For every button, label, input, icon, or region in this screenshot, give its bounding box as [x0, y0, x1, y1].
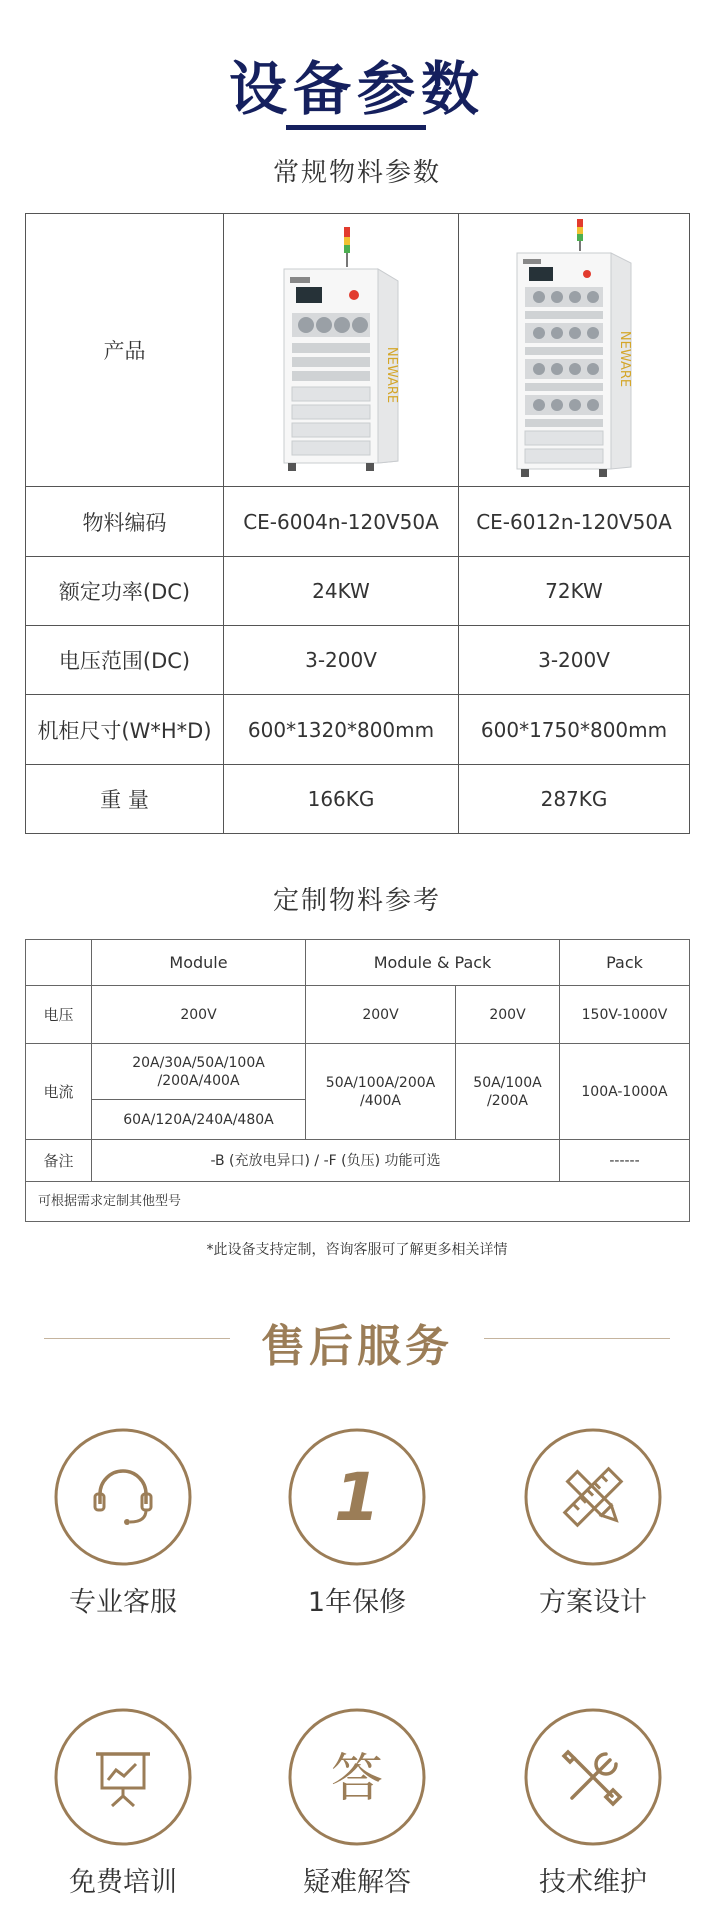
wrench-screwdriver-icon — [522, 1706, 664, 1848]
product-image-2 — [459, 214, 690, 487]
row-label: 重 量 — [26, 765, 224, 834]
row-label: 产品 — [26, 214, 224, 487]
answer-character-icon — [286, 1706, 428, 1848]
presentation-board-icon — [52, 1706, 194, 1848]
title-underline — [286, 125, 426, 130]
service-label: 专业客服 — [69, 1587, 177, 1618]
table-row — [26, 986, 690, 1044]
row-label: 电压 — [26, 986, 92, 1044]
number-one-icon — [286, 1426, 428, 1568]
cell-value: 72KW — [459, 557, 690, 626]
cell-value: 150V-1000V — [560, 986, 690, 1044]
row-label: 电流 — [26, 1044, 92, 1140]
cell-value: 287KG — [459, 765, 690, 834]
spec-table — [25, 213, 690, 834]
pencil-ruler-icon — [522, 1426, 664, 1568]
table-row — [26, 214, 690, 487]
cell-value: -B (充放电异口) / -F (负压) 功能可选 — [92, 1140, 560, 1182]
cabinet-image-small — [266, 225, 416, 475]
cell-value: CE-6004n-120V50A — [224, 487, 459, 557]
service-label: 技术维护 — [539, 1867, 647, 1898]
service-label: 1年保修 — [307, 1587, 407, 1618]
cell-value: 200V — [92, 986, 306, 1044]
table-row — [26, 626, 690, 695]
service-label: 免费培训 — [69, 1867, 177, 1898]
table-footer-note: 可根据需求定制其他型号 — [26, 1182, 690, 1222]
cell-value: 50A/100A/200A /400A — [306, 1044, 456, 1140]
row-label: 物料编码 — [26, 487, 224, 557]
cell-value: ------ — [560, 1140, 690, 1182]
cell-value: 200V — [306, 986, 456, 1044]
cabinet-image-large — [499, 219, 649, 481]
cell-value: 166KG — [224, 765, 459, 834]
table-row — [26, 940, 690, 986]
col-header: Module & Pack — [306, 940, 560, 986]
cell-value: 100A-1000A — [560, 1044, 690, 1140]
cell-value: 600*1320*800mm — [224, 695, 459, 765]
service-label: 方案设计 — [539, 1587, 647, 1618]
cell-value: 50A/100A /200A — [456, 1044, 560, 1140]
cell-value: 3-200V — [459, 626, 690, 695]
cell-value: CE-6012n-120V50A — [459, 487, 690, 557]
table-row — [26, 1044, 690, 1100]
custom-table — [25, 939, 690, 1222]
after-sales-title: 售后服务 — [261, 1321, 453, 1372]
svg-text:NEWARE: NEWARE — [384, 346, 399, 404]
row-label: 备注 — [26, 1140, 92, 1182]
row-label: 机柜尺寸(W*H*D) — [26, 695, 224, 765]
col-header: Pack — [560, 940, 690, 986]
table-row — [26, 557, 690, 626]
cell-value: 24KW — [224, 557, 459, 626]
section-title-standard: 常规物料参数 — [272, 158, 441, 188]
svg-text:答: 答 — [330, 1749, 384, 1809]
headset-icon — [52, 1426, 194, 1568]
table-row — [26, 765, 690, 834]
col-header: Module — [92, 940, 306, 986]
row-label: 额定功率(DC) — [26, 557, 224, 626]
cell-value: 200V — [456, 986, 560, 1044]
cell-value: 600*1750*800mm — [459, 695, 690, 765]
table-row — [26, 1140, 690, 1182]
page-title: 设备参数 — [228, 55, 485, 123]
corner-cell — [26, 940, 92, 986]
row-label: 电压范围(DC) — [26, 626, 224, 695]
svg-text:NEWARE: NEWARE — [617, 330, 632, 388]
svg-text:1: 1 — [334, 1459, 380, 1536]
service-label: 疑难解答 — [303, 1867, 411, 1898]
product-image-1 — [224, 214, 459, 487]
table-row — [26, 487, 690, 557]
section-title-custom: 定制物料参考 — [272, 886, 441, 916]
table-row — [26, 695, 690, 765]
cell-value: 20A/30A/50A/100A /200A/400A — [92, 1044, 306, 1100]
cell-value: 3-200V — [224, 626, 459, 695]
table-row — [26, 1182, 690, 1222]
custom-note: *此设备支持定制，咨询客服可了解更多相关详情 — [206, 1242, 508, 1258]
cell-value: 60A/120A/240A/480A — [92, 1100, 306, 1140]
